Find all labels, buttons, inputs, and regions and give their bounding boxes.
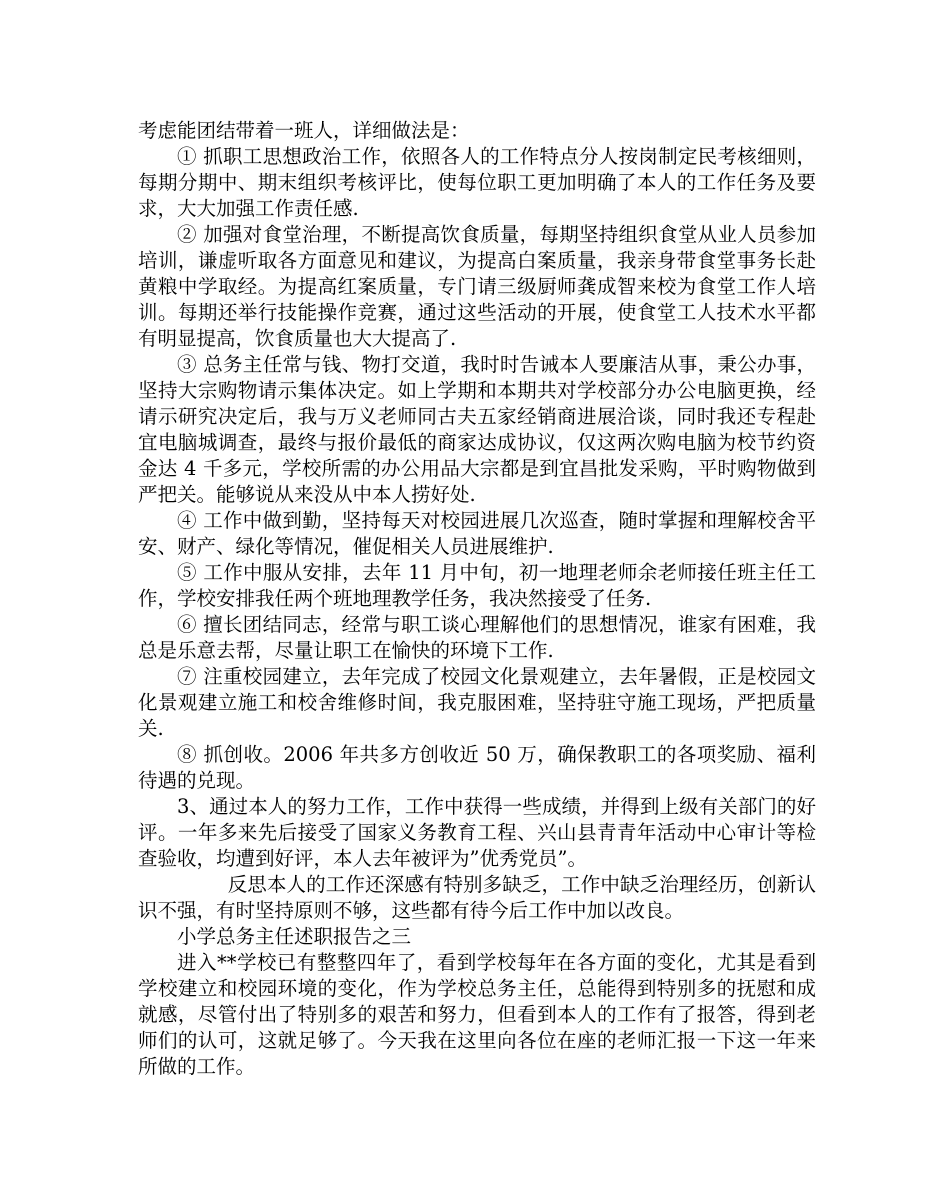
paragraph-item-7: ⑦ 注重校园建立，去年完成了校园文化景观建立，去年暑假，正是校园文化景观建立施工和校舍维修时间，我克服困难，坚持驻守施工现场，严把质量关. <box>138 665 816 740</box>
paragraph-achievements: 3、通过本人的努力工作，工作中获得一些成绩，并得到上级有关部门的好评。一年多来先后接受了国家义务教育工程、兴山县青青年活动中心审计等检查验收，均遭到好评，本人去年被评为”优秀党员”。 <box>138 795 816 870</box>
paragraph-item-3: ③ 总务主任常与钱、物打交道，我时时告诫本人要廉洁从事，秉公办事，坚持大宗购物请示集体决定。如上学期和本期共对学校部分办公电脑更换，经请示研究决定后，我与万义老师同古夫五家经销商进展洽谈，同时我还专程赴宜电脑城调查，最终与报价最低的商家达成协议，仅这两次购电脑为校节约资金达 4 千多元，学校所需的办公用品大宗都是到宜昌批发采购，平时购物做到严把关。能够说从来没从中本人捞好处. <box>138 353 816 506</box>
paragraph-intro: 考虑能团结带着一班人，详细做法是： <box>138 119 470 142</box>
paragraph-opening: 进入**学校已有整整四年了，看到学校每年在各方面的变化，尤其是看到学校建立和校园环境的变化，作为学校总务主任，总能得到特别多的抚慰和成就感，尽管付出了特别多的艰苦和努力，但看到本人的工作有了报答，得到老师们的认可，这就足够了。今天我在这里向各位在座的老师汇报一下这一年来所做的工作。 <box>138 951 816 1078</box>
paragraph-item-6: ⑥ 擅长团结同志，经常与职工谈心理解他们的思想情况，谁家有困难，我总是乐意去帮，尽量让职工在愉快的环境下工作. <box>138 613 816 662</box>
section-heading: 小学总务主任述职报告之三 <box>177 925 412 948</box>
document-body <box>138 118 816 1080</box>
paragraph-item-8: ⑧ 抓创收。2006 年共多方创收近 50 万，确保教职工的各项奖励、福利待遇的兑现。 <box>138 743 816 792</box>
paragraph-item-4: ④ 工作中做到勤，坚持每天对校园进展几次巡查，随时掌握和理解校舍平安、财产、绿化等情况，催促相关人员进展维护. <box>138 509 816 558</box>
paragraph-item-2: ② 加强对食堂治理，不断提高饮食质量，每期坚持组织食堂从业人员参加培训，谦虚听取各方面意见和建议，为提高白案质量，我亲身带食堂事务长赴黄粮中学取经。为提高红案质量，专门请三级厨师龚成智来校为食堂工作人培训。每期还举行技能操作竞赛，通过这些活动的开展，使食堂工人技术水平都有明显提高，饮食质量也大大提高了. <box>138 223 816 350</box>
paragraph-reflection: 反思本人的工作还深感有特别多缺乏，工作中缺乏治理经历，创新认识不强，有时坚持原则不够，这些都有待今后工作中加以改良。 <box>138 873 816 922</box>
paragraph-item-1: ① 抓职工思想政治工作，依照各人的工作特点分人按岗制定民考核细则，每期分期中、期末组织考核评比，使每位职工更加明确了本人的工作任务及要求，大大加强工作责任感. <box>138 145 816 220</box>
paragraph-item-5: ⑤ 工作中服从安排，去年 11 月中旬，初一地理老师余老师接任班主任工作，学校安排我任两个班地理教学任务，我决然接受了任务. <box>138 561 816 610</box>
